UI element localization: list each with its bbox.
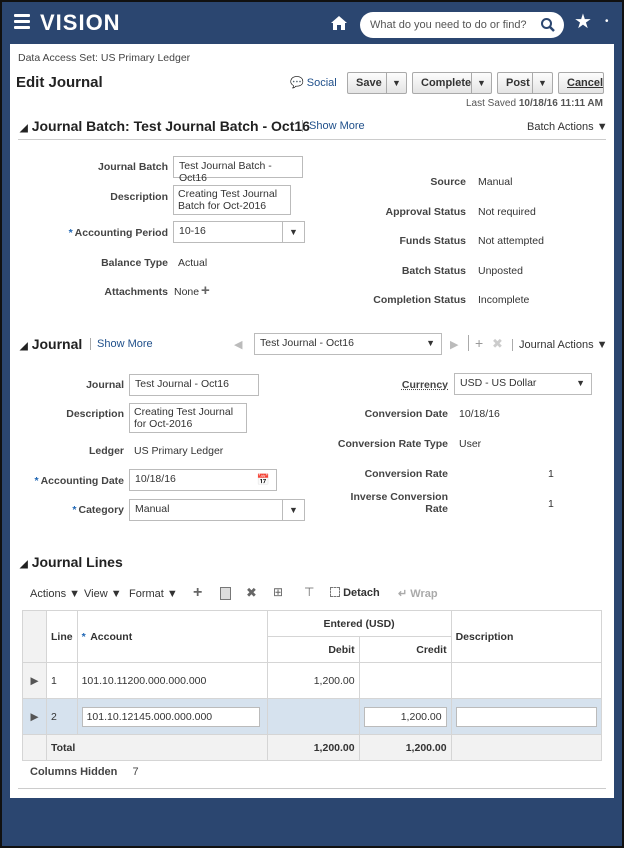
columns-hidden-label: Columns Hidden [30,766,118,778]
journal-name-label: Journal [86,379,124,391]
post-dropdown-icon[interactable]: ▼ [532,73,552,93]
favorites-star-icon[interactable]: ★ [574,11,592,33]
accounting-period-label-text: Accounting Period [74,227,168,239]
lines-format-menu[interactable] [129,588,178,600]
journal-batch-label: Journal Batch [97,161,168,173]
journal-section-header[interactable] [20,336,82,352]
detach-label: Detach [343,587,380,599]
entered-usd-header: Entered (USD) [267,611,451,637]
row-header-cell [23,735,47,761]
currency-label[interactable]: Currency [401,379,448,391]
source-label: Source [430,176,466,188]
debit-cell[interactable] [267,699,359,735]
save-label: Save [356,77,382,89]
delete-journal-x-icon[interactable]: ✖ [492,336,503,351]
line-number-cell: 1 [47,663,78,699]
account-cell[interactable] [77,699,267,735]
credit-cell[interactable] [359,663,451,699]
detach-icon [330,587,340,597]
post-button[interactable] [497,72,553,94]
journal-show-more-link[interactable]: Show More [90,338,153,350]
search-placeholder: What do you need to do or find? [370,19,527,31]
calendar-icon[interactable]: 📅 [256,474,270,486]
journal-title: Journal [31,336,83,352]
row-header-column [23,611,47,663]
collapse-triangle-icon[interactable]: ◢ [20,559,28,570]
divider [18,788,606,789]
completion-status-value: Incomplete [478,294,530,306]
chevron-down-icon: ▼ [426,338,435,348]
lines-view-menu[interactable] [84,588,122,600]
complete-dropdown-icon[interactable]: ▼ [471,73,491,93]
accounting-period-value: 10-16 [179,225,206,237]
accounting-period-label: * Accounting Period [68,227,168,239]
total-row [23,735,602,761]
table-row-selected[interactable] [23,699,602,735]
footer-bar [2,800,622,846]
collapse-triangle-icon[interactable]: ◢ [20,123,28,134]
lines-actions-menu[interactable] [30,588,80,600]
journal-description-label: Description [66,408,124,420]
conversion-rate-value: 1 [548,468,554,480]
complete-button[interactable] [412,72,492,94]
filter-icon[interactable]: ⊤ [304,585,315,599]
total-label: Total [47,735,268,761]
batch-title: Journal Batch: Test Journal Batch - Oct16 [31,118,310,134]
save-button[interactable] [347,72,407,94]
accounting-date-label: * Accounting Date [34,475,124,487]
columns-hidden [30,766,139,778]
category-label: * Category [72,504,124,516]
search-icon[interactable] [540,17,556,33]
chevron-down-icon[interactable]: ▼ [282,500,304,520]
account-header-text: Account [90,630,133,643]
social-link[interactable] [290,76,337,89]
divider [18,139,606,140]
journal-selector-value: Test Journal - Oct16 [260,337,354,349]
batch-section-header[interactable] [20,118,310,134]
batch-actions-menu[interactable] [527,121,608,133]
data-access-set: Data Access Set: US Primary Ledger [18,52,191,64]
complete-label: Complete [421,77,472,89]
collapse-triangle-icon[interactable]: ◢ [20,341,28,352]
chevron-down-icon: ▼ [69,588,81,600]
conversion-rate-type-label: Conversion Rate Type [337,438,448,450]
description-cell[interactable] [451,699,601,735]
accounting-date-label-text: Accounting Date [40,475,124,487]
notification-dot-icon[interactable]: • [605,16,609,27]
attachments-label: Attachments [104,286,168,298]
description-input[interactable] [456,707,597,727]
last-saved [466,98,603,109]
description-cell[interactable] [451,663,601,699]
lines-actions-label: Actions [30,588,67,600]
journal-description-textarea[interactable]: Creating Test Journal for Oct-2016 [129,403,247,433]
last-saved-value: 10/18/16 11:11 AM [518,98,603,109]
category-value: Manual [135,503,170,515]
category-select[interactable] [129,499,305,521]
journal-selector[interactable] [254,333,442,355]
batch-description-label: Description [110,191,168,203]
main-panel [10,44,614,798]
balance-type-value: Actual [178,257,208,269]
chevron-down-icon: ▼ [576,378,585,388]
completion-status-label: Completion Status [373,294,466,306]
expand-row-icon[interactable]: ▶ [23,699,47,735]
batch-status-value: Unposted [478,265,523,277]
balance-type-label: Balance Type [101,257,168,269]
batch-description-textarea[interactable]: Creating Test Journal Batch for Oct-2016 [173,185,291,215]
home-icon[interactable] [330,14,348,32]
expand-row-icon[interactable]: ▶ [23,663,47,699]
accounting-date-input[interactable] [129,469,277,491]
accounting-period-select[interactable] [173,221,305,243]
wrap-icon: ↵ [398,588,408,600]
chevron-down-icon: ▼ [110,588,122,600]
batch-actions-label: Batch Actions [527,121,594,133]
post-label: Post [506,77,530,89]
inverse-conversion-rate-label: Inverse Conversion Rate [350,491,448,515]
journal-actions-menu[interactable] [512,339,608,351]
detach-button[interactable] [330,587,380,599]
conversion-date-label: Conversion Date [364,408,448,420]
cancel-button[interactable]: Cancel [558,72,604,94]
conversion-rate-type-value: User [459,438,482,450]
account-input[interactable]: 101.10.12145.000.000.000 [82,707,260,727]
journal-name-input[interactable]: Test Journal - Oct16 [129,374,259,396]
table-row[interactable] [23,663,602,699]
line-column-header[interactable]: Line [47,611,78,663]
currency-select[interactable] [454,373,592,395]
chevron-down-icon: ▼ [166,588,178,600]
add-attachment-plus-icon[interactable]: + [201,282,210,299]
approval-status-value: Not required [478,206,536,218]
account-column-header[interactable]: * Account [77,611,267,663]
save-dropdown-icon[interactable]: ▼ [386,73,406,93]
debit-cell[interactable]: 1,200.00 [267,663,359,699]
inverse-conversion-rate-value: 1 [548,498,554,510]
wrap-label: Wrap [410,588,438,600]
description-column-header[interactable]: Description [451,611,601,663]
accounting-date-value: 10/18/16 [135,473,176,485]
global-search-input[interactable] [360,12,564,38]
batch-status-label: Batch Status [401,265,466,277]
line-number-cell: 2 [47,699,78,735]
freeze-icon[interactable]: ⊞ [273,585,284,599]
attachments-value: None [174,286,200,298]
top-navigation-bar [2,2,622,42]
delete-line-x-icon[interactable]: ✖ [246,585,257,600]
page-title: Edit Journal [16,74,103,91]
table-header-row [23,611,602,637]
conversion-rate-label: Conversion Rate [364,468,448,480]
funds-status-label: Funds Status [399,235,466,247]
batch-show-more-link[interactable]: Show More [302,120,365,132]
total-credit: 1,200.00 [359,735,451,761]
chevron-down-icon: ▼ [596,339,608,351]
funds-status-value: Not attempted [478,235,544,247]
category-label-text: Category [78,504,124,516]
social-icon: 💬 [290,77,304,89]
hamburger-menu-icon[interactable] [14,14,30,28]
source-value: Manual [478,176,513,188]
lines-format-label: Format [129,588,164,600]
wrap-button[interactable] [398,587,438,600]
previous-journal-icon[interactable]: ◀ [234,339,243,351]
journal-batch-input[interactable]: Test Journal Batch - Oct16 [173,156,303,178]
credit-input[interactable]: 1,200.00 [364,707,447,727]
currency-value: USD - US Dollar [460,377,537,389]
approval-status-label: Approval Status [385,206,466,218]
credit-column-header[interactable]: Credit [359,637,451,663]
last-saved-label: Last Saved [466,98,517,109]
social-label: Social [306,77,337,89]
columns-hidden-value: 7 [132,766,139,778]
journal-lines-title: Journal Lines [31,554,123,570]
duplicate-line-icon[interactable] [220,587,231,600]
account-cell[interactable]: 101.10.11200.000.000.000 [77,663,267,699]
journal-lines-header[interactable] [20,554,123,570]
add-journal-plus-icon[interactable]: + [468,335,483,351]
chevron-down-icon[interactable]: ▼ [282,222,304,242]
total-description-cell [451,735,601,761]
ledger-label: Ledger [88,445,124,457]
add-line-plus-icon[interactable]: + [193,584,203,601]
credit-cell[interactable] [359,699,451,735]
journal-lines-table [22,610,602,761]
lines-view-label: View [84,588,108,600]
next-journal-icon[interactable]: ▶ [450,339,459,351]
conversion-date-value: 10/18/16 [459,408,500,420]
chevron-down-icon: ▼ [596,121,608,133]
journal-actions-label: Journal Actions [519,339,594,351]
ledger-value: US Primary Ledger [134,445,224,457]
vision-logo[interactable]: VISION [40,10,121,35]
debit-column-header[interactable]: Debit [267,637,359,663]
total-debit: 1,200.00 [267,735,359,761]
